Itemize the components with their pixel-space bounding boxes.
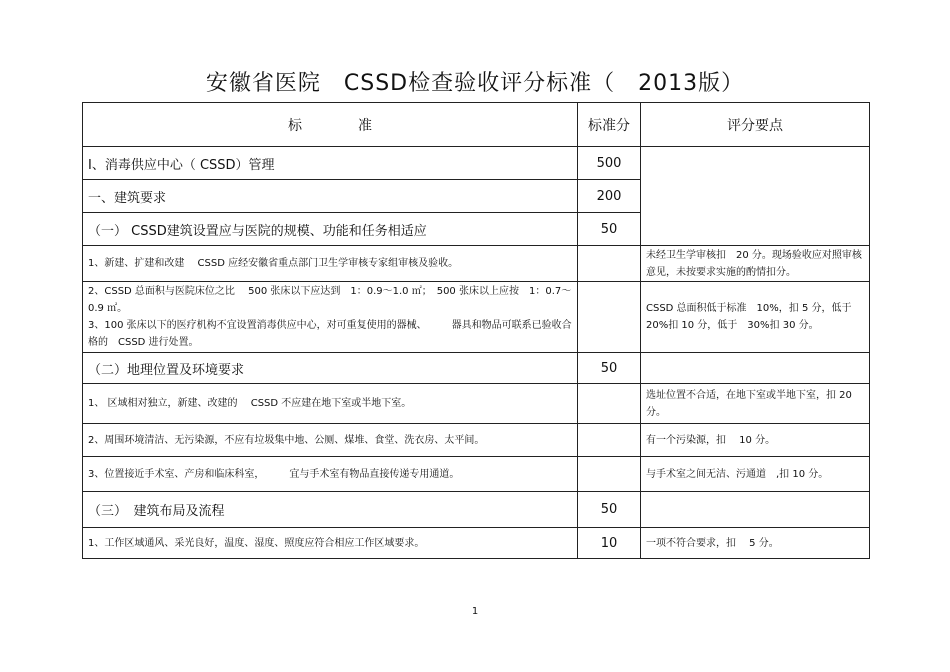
row-score: 500 <box>578 147 641 180</box>
row-note: 与手术室之间无洁、污通道 ,扣 10 分。 <box>641 457 870 492</box>
row-score: 50 <box>578 492 641 528</box>
row-score: 50 <box>578 353 641 384</box>
row-note: 选址位置不合适，在地下室或半地下室，扣 20 分。 <box>641 384 870 424</box>
row-text: 2、CSSD 总面积与医院床位之比 500 张床以下应达到 1：0.9～1.0 ㎡； 500 张床以上应按 1：0.7～0.9 ㎡。 3、100 张床以下的医疗机构不宜设置消毒供应中心，对可重复使用的器械、 器具和物品可联系已验收合格的 CSSD 进行处置。 <box>83 282 578 353</box>
table-row <box>83 424 870 457</box>
row-text: （一） CSSD建筑设置应与医院的规模、功能和任务相适应 <box>83 213 578 246</box>
header-score: 标准分 <box>578 103 641 147</box>
table-row <box>83 246 870 282</box>
header-points: 评分要点 <box>641 103 870 147</box>
row-note <box>641 492 870 528</box>
row-score: 50 <box>578 213 641 246</box>
table-row <box>83 457 870 492</box>
row-text: 一、建筑要求 <box>83 180 578 213</box>
table-row <box>83 353 870 384</box>
row-note: 有一个污染源，扣 10 分。 <box>641 424 870 457</box>
header-standard: 标 准 <box>83 103 578 147</box>
page-number: 1 <box>471 606 479 617</box>
row-score: 10 <box>578 528 641 559</box>
table-header-row <box>83 103 870 147</box>
table-row <box>83 282 870 353</box>
row-score <box>578 424 641 457</box>
row-score <box>578 246 641 282</box>
row-note: 未经卫生学审核扣 20 分。现场验收应对照审核意见，未按要求实施的酌情扣分。 <box>641 246 870 282</box>
row-text: （二）地理位置及环境要求 <box>83 353 578 384</box>
row-text: （三） 建筑布局及流程 <box>83 492 578 528</box>
row-score <box>578 457 641 492</box>
scoring-table <box>82 102 870 559</box>
row-score: 200 <box>578 180 641 213</box>
document-title: 安徽省医院 CSSD检查验收评分标准（ 2013版） <box>205 71 745 96</box>
row-score <box>578 282 641 353</box>
row-score <box>578 384 641 424</box>
row-text: 2、周围环境清洁、无污染源，不应有垃圾集中地、公厕、煤堆、食堂、洗衣房、太平间。 <box>83 424 578 457</box>
table-row <box>83 384 870 424</box>
row-note: 一项不符合要求，扣 5 分。 <box>641 528 870 559</box>
row-text: 1、新建、扩建和改建 CSSD 应经安徽省重点部门卫生学审核专家组审核及验收。 <box>83 246 578 282</box>
row-note <box>641 353 870 384</box>
row-note <box>641 147 870 246</box>
table-row <box>83 528 870 559</box>
table-row <box>83 492 870 528</box>
row-text: 3、位置接近手术室、产房和临床科室， 宜与手术室有物品直接传递专用通道。 <box>83 457 578 492</box>
row-text: 1、 区域相对独立，新建、改建的 CSSD 不应建在地下室或半地下室。 <box>83 384 578 424</box>
row-text: Ⅰ、消毒供应中心（ CSSD）管理 <box>83 147 578 180</box>
row-note: CSSD 总面积低于标准 10%，扣 5 分，低于 20%扣 10 分，低于 30%扣 30 分。 <box>641 282 870 353</box>
table-row <box>83 147 870 180</box>
row-text: 1、工作区域通风、采光良好，温度、湿度、照度应符合相应工作区域要求。 <box>83 528 578 559</box>
